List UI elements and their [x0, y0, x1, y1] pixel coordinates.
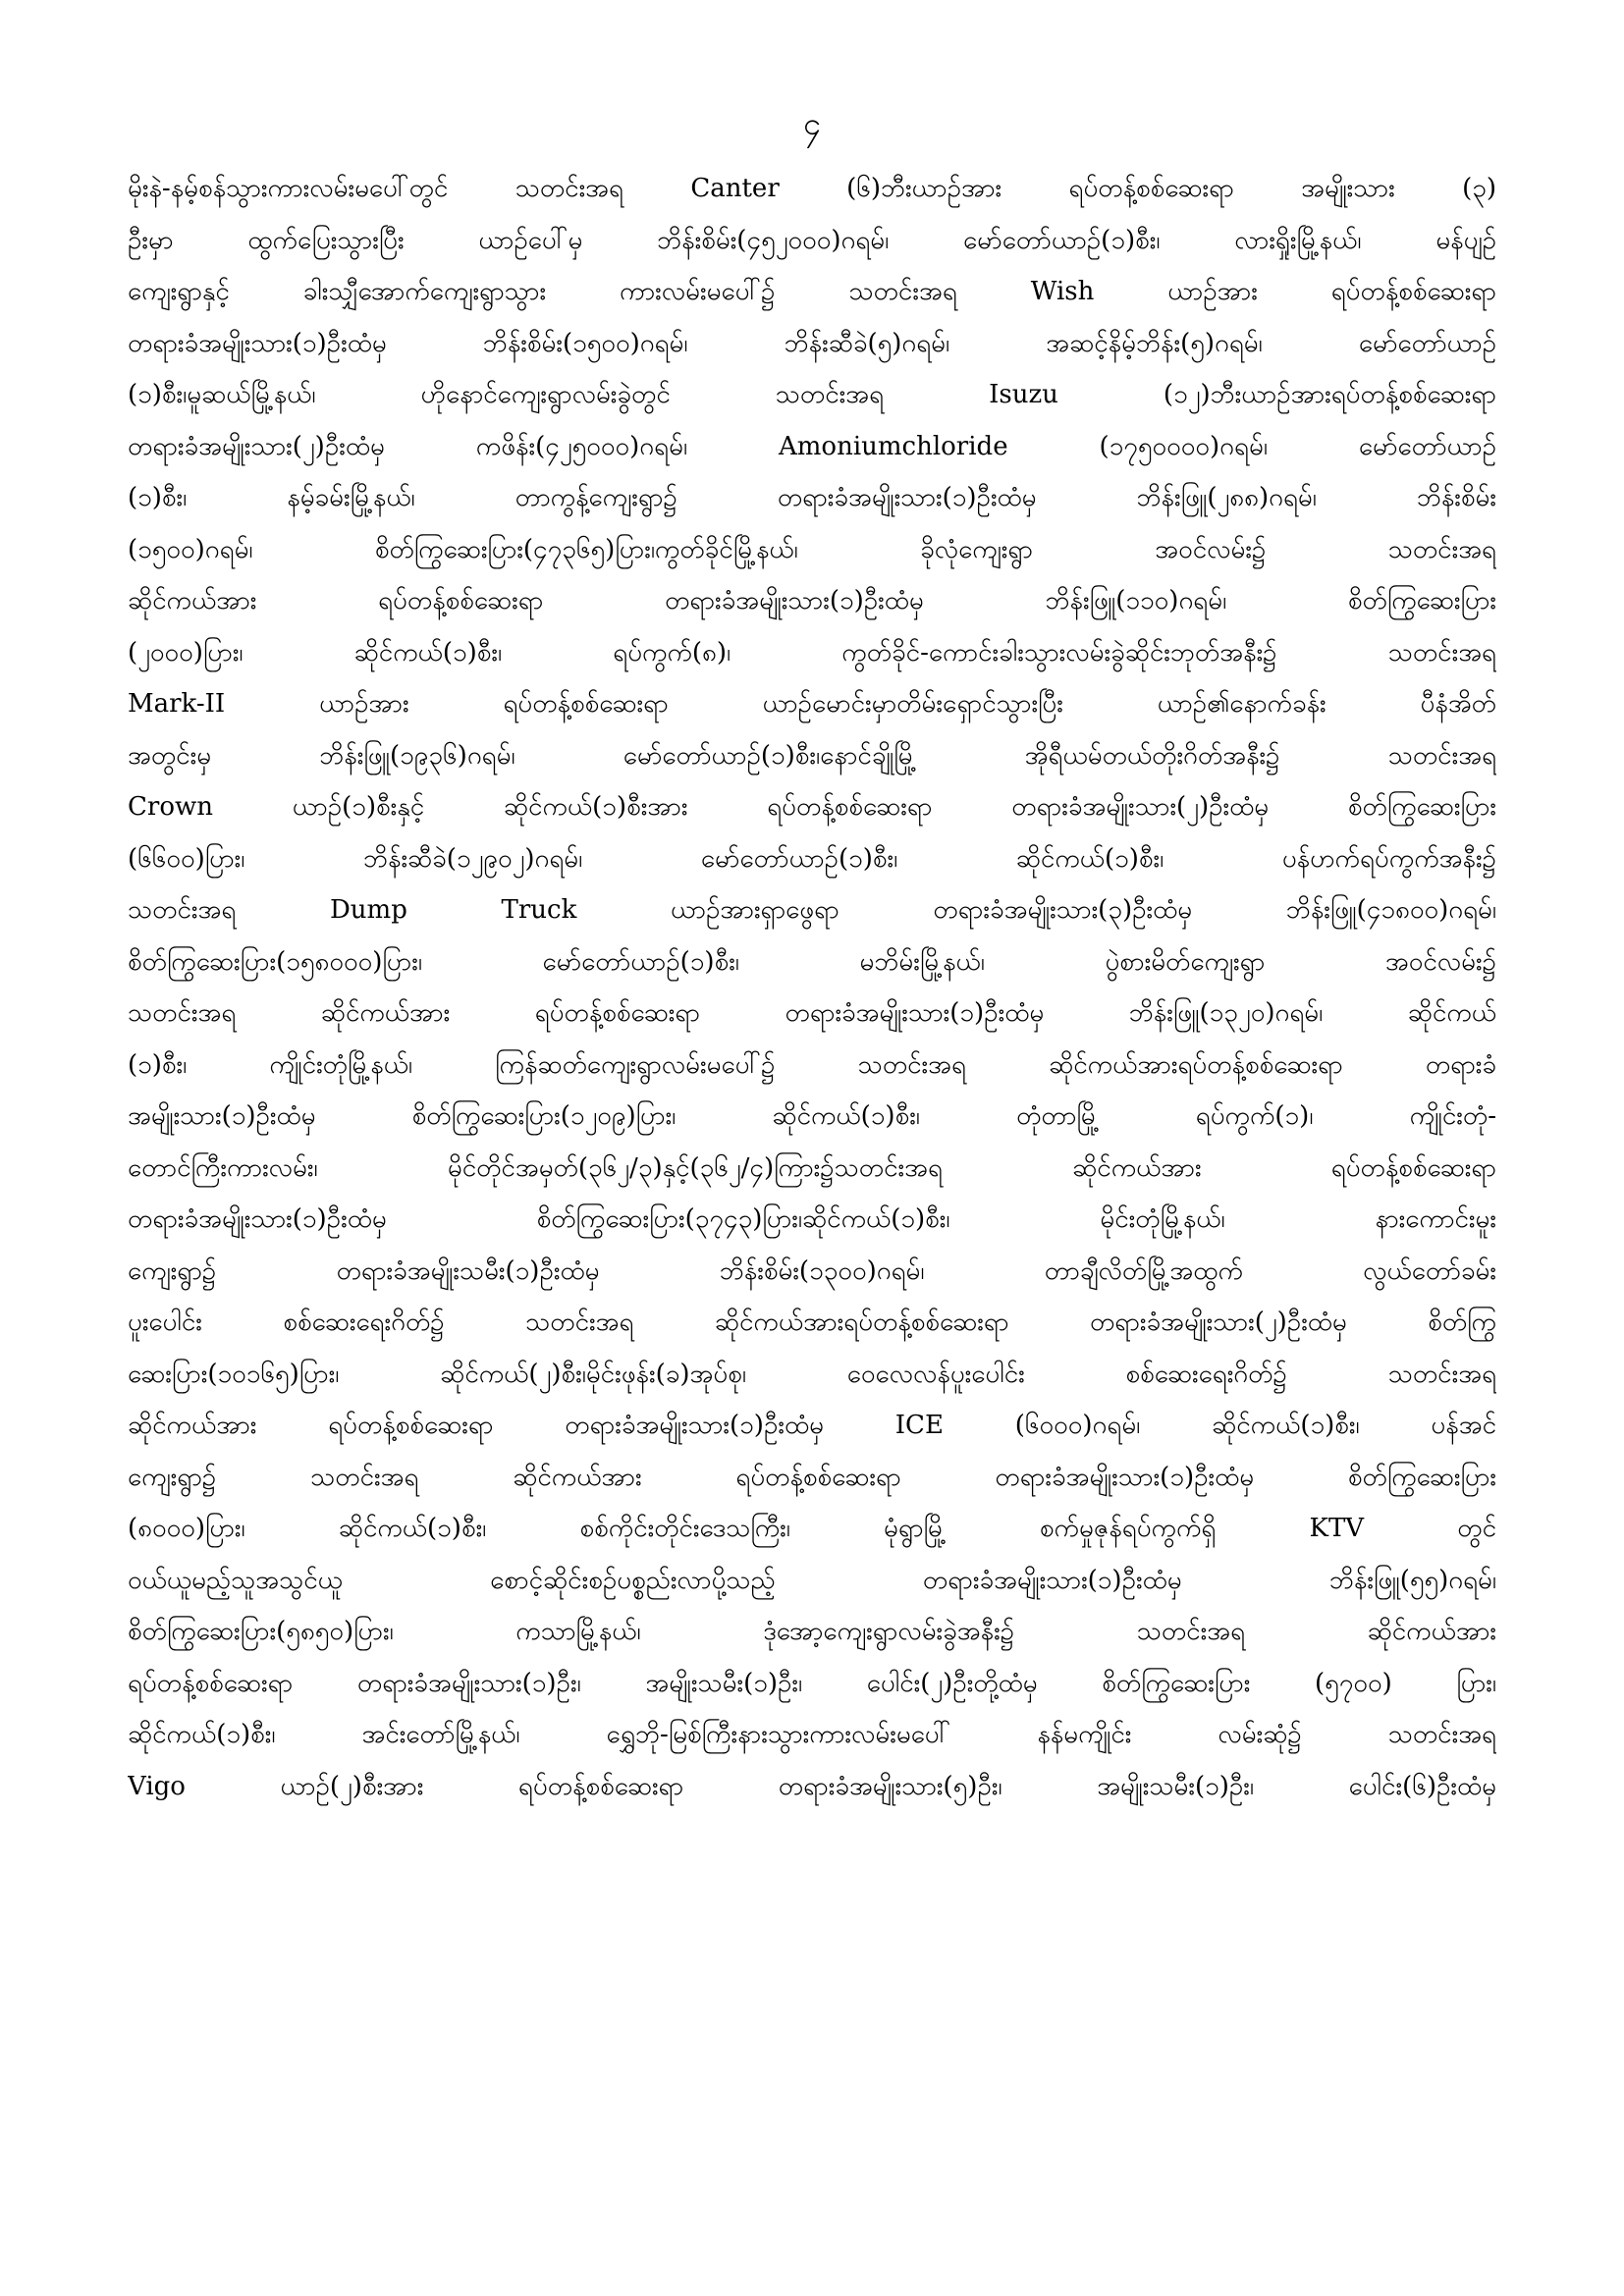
text-line: (၂၀၀၀)ပြား၊ ဆိုင်ကယ်(၁)စီး၊ ရပ်ကွက်(၈)၊ ကွတ်ခိုင်-ကောင်းခါးသွားလမ်းခွဲဆိုင်းဘုတ်အနီး၌ သတင်းအရ [128, 637, 1496, 667]
text-line: ဆေးပြား(၁၀၁၆၅)ပြား၊ ဆိုင်ကယ်(၂)စီး၊မိုင်းဖုန်း(ခ)အုပ်စု၊ ဝေလေလန်ပူးပေါင်း စစ်ဆေးရေးဂိတ်၌ သတင်းအရ [128, 1359, 1496, 1389]
text-line: (၁၅၀၀)ဂရမ်၊ စိတ်ကြွဆေးပြား(၄၇၃၆၅)ပြား၊ကွတ်ခိုင်မြို့နယ်၊ ခိုလုံကျေးရွာ အဝင်လမ်း၌ သတင်းအရ [128, 534, 1496, 564]
text-line: ပူးပေါင်း စစ်ဆေးရေးဂိတ်၌ သတင်းအရ ဆိုင်ကယ်အားရပ်တန့်စစ်ဆေးရာ တရားခံအမျိုးသား(၂)ဦးထံမှ စိတ်ကြွ [128, 1308, 1496, 1337]
text-line: တရားခံအမျိုးသား(၁)ဦးထံမှ ဘိန်းစိမ်း(၁၅၀၀)ဂရမ်၊ ဘိန်းဆီခဲ(၅)ဂရမ်၊ အဆင့်နိမ့်ဘိန်း(၅)ဂရမ်၊ မော်တော်ယာဉ် [128, 328, 1496, 358]
page-number: ၄ [803, 105, 821, 142]
text-line: (၁)စီး၊ ကျိုင်းတုံမြို့နယ်၊ ကြန်ဆတ်ကျေးရွာလမ်းမပေါ်၌ သတင်းအရ ဆိုင်ကယ်အားရပ်တန့်စစ်ဆေးရာ တရားခံ [128, 1049, 1496, 1080]
text-line: စိတ်ကြွဆေးပြား(၅၈၅၀)ပြား၊ ကသာမြို့နယ်၊ ဒုံအော့ကျေးရွာလမ်းခွဲအနီး၌ သတင်းအရ ဆိုင်ကယ်အား [128, 1617, 1496, 1646]
text-line: ကျေးရွာနှင့် ခါးသျှီအောက်ကျေးရွာသွား ကားလမ်းမပေါ်၌ သတင်းအရ Wish ယာဉ်အား ရပ်တန့်စစ်ဆေးရာ [128, 277, 1496, 306]
text-line: ကျေးရွာ၌ သတင်းအရ ဆိုင်ကယ်အား ရပ်တန့်စစ်ဆေးရာ တရားခံအမျိုးသား(၁)ဦးထံမှ စိတ်ကြွဆေးပြား [128, 1462, 1496, 1492]
text-line: (၁)စီး၊မူဆယ်မြို့နယ်၊ ဟိုနောင်ကျေးရွာလမ်းခွဲတွင် သတင်းအရ Isuzu (၁၂)ဘီးယာဉ်အားရပ်တန့်စစ်ဆေးရာ [128, 380, 1496, 409]
text-line: ဆိုင်ကယ်(၁)စီး၊ အင်းတော်မြို့နယ်၊ ရွှေဘို-မြစ်ကြီးနားသွားကားလမ်းမပေါ် နန်မကျိုင်း လမ်းဆုံ၌ သတင်းအရ [128, 1720, 1496, 1749]
text-line: ဦးမှာ ထွက်ပြေးသွားပြီး ယာဉ်ပေါ်မှ ဘိန်းစိမ်း(၄၅၂၀၀၀)ဂရမ်၊ မော်တော်ယာဉ်(၁)စီး၊ လားရှိုးမြို့နယ်၊ မန်ပျဉ် [128, 225, 1496, 255]
text-line: ကျေးရွာ၌ တရားခံအမျိုးသမီး(၁)ဦးထံမှ ဘိန်းစိမ်း(၁၃၀၀)ဂရမ်၊ တာချီလိတ်မြို့အထွက် လွယ်တော်ခမ်း [128, 1255, 1496, 1286]
text-line: Vigo ယာဉ်(၂)စီးအား ရပ်တန့်စစ်ဆေးရာ တရားခံအမျိုးသား(၅)ဦး၊ အမျိုးသမီး(၁)ဦး၊ ပေါင်း(၆)ဦးထံမှ [128, 1771, 1496, 1801]
text-line: Crown ယာဉ်(၁)စီးနှင့် ဆိုင်ကယ်(၁)စီးအား ရပ်တန့်စစ်ဆေးရာ တရားခံအမျိုးသား(၂)ဦးထံမှ စိတ်ကြွဆေးပြား [128, 792, 1496, 822]
text-line: စိတ်ကြွဆေးပြား(၁၅၈၀၀၀)ပြား၊ မော်တော်ယာဉ်(၁)စီး၊ မဘိမ်းမြို့နယ်၊ ပွဲစားမိတ်ကျေးရွာ အဝင်လမ်း၌ [128, 946, 1496, 977]
text-line: (၆၆၀၀)ပြား၊ ဘိန်းဆီခဲ(၁၂၉၀၂)ဂရမ်၊ မော်တော်ယာဉ်(၁)စီး၊ ဆိုင်ကယ်(၁)စီး၊ ပန်ဟက်ရပ်ကွက်အနီး၌ [128, 843, 1496, 874]
text-line: တရားခံအမျိုးသား(၂)ဦးထံမှ ကဖိန်း(၄၂၅၀၀၀)ဂရမ်၊ Amoniumchloride (၁၇၅၀၀၀၀)ဂရမ်၊ မော်တော်ယာဉ် [128, 431, 1496, 461]
text-line: Mark-II ယာဉ်အား ရပ်တန့်စစ်ဆေးရာ ယာဉ်မောင်းမှာတိမ်းရှောင်သွားပြီး ယာဉ်၏နောက်ခန်း ပီနံအိတ် [128, 689, 1496, 719]
text-line: သတင်းအရ Dump Truck ယာဉ်အားရှာဖွေရာ တရားခံအမျိုးသား(၃)ဦးထံမှ ဘိန်းဖြူ(၄၁၈၀၀)ဂရမ်၊ [128, 895, 1496, 925]
text-line: ရပ်တန့်စစ်ဆေးရာ တရားခံအမျိုးသား(၁)ဦး၊ အမျိုးသမီး(၁)ဦး၊ ပေါင်း(၂)ဦးတို့ထံမှ စိတ်ကြွဆေးပြား (၅၇၀၀) ပြား၊ [128, 1668, 1496, 1698]
text-line: ဝယ်ယူမည့်သူအသွင်ယူ စောင့်ဆိုင်းစဉ်ပစ္စည်းလာပို့သည့် တရားခံအမျိုးသား(၁)ဦးထံမှ ဘိန်းဖြူ(၅၅)ဂရမ်၊ [128, 1565, 1496, 1595]
text-line: အတွင်းမှ ဘိန်းဖြူ(၁၉၃၆)ဂရမ်၊ မော်တော်ယာဉ်(၁)စီး၊နောင်ချိုမြို့ အိုရီယမ်တယ်တိုးဂိတ်အနီး၌ သတင်းအရ [128, 740, 1496, 771]
text-line: (၈၀၀၀)ပြား၊ ဆိုင်ကယ်(၁)စီး၊ စစ်ကိုင်းတိုင်းဒေသကြီး၊ မုံရွာမြို့ စက်မှုဇုန်ရပ်ကွက်ရှိ KTV တွင် [128, 1514, 1496, 1543]
text-line: ဆိုင်ကယ်အား ရပ်တန့်စစ်ဆေးရာ တရားခံအမျိုးသား(၁)ဦးထံမှ ဘိန်းဖြူ(၁၁၀)ဂရမ်၊ စိတ်ကြွဆေးပြား [128, 586, 1496, 615]
text-line: (၁)စီး၊ နမ့်ခမ်းမြို့နယ်၊ တာကွန့်ကျေးရွာ၌ တရားခံအမျိုးသား(၁)ဦးထံမှ ဘိန်းဖြူ(၂၈၈)ဂရမ်၊ ဘိန်းစိမ်း [128, 483, 1496, 512]
text-line: သတင်းအရ ဆိုင်ကယ်အား ရပ်တန့်စစ်ဆေးရာ တရားခံအမျိုးသား(၁)ဦးထံမှ ဘိန်းဖြူ(၁၃၂၀)ဂရမ်၊ ဆိုင်ကယ် [128, 998, 1496, 1028]
text-line: ဆိုင်ကယ်အား ရပ်တန့်စစ်ဆေးရာ တရားခံအမျိုးသား(၁)ဦးထံမှ ICE (၆၀၀၀)ဂရမ်၊ ဆိုင်ကယ်(၁)စီး၊ ပန်အင် [128, 1411, 1496, 1440]
body-paragraph [128, 163, 1496, 1812]
text-line: အမျိုးသား(၁)ဦးထံမှ စိတ်ကြွဆေးပြား(၁၂၀၉)ပြား၊ ဆိုင်ကယ်(၁)စီး၊ တုံတာမြို့ ရပ်ကွက်(၁)၊ ကျိုင်းတုံ- [128, 1101, 1496, 1131]
text-line: တောင်ကြီးကားလမ်း၊ မိုင်တိုင်အမှတ်(၃၆၂/၃)နှင့်(၃၆၂/၄)ကြား၌သတင်းအရ ဆိုင်ကယ်အား ရပ်တန့်စစ်ဆေးရာ [128, 1152, 1496, 1183]
text-line: တရားခံအမျိုးသား(၁)ဦးထံမှ စိတ်ကြွဆေးပြား(၃၇၄၃)ပြား၊ဆိုင်ကယ်(၁)စီး၊ မိုင်းတုံမြို့နယ်၊ နားကောင်းမူး [128, 1204, 1496, 1234]
text-line: မိုးနဲ-နမ့်စန်သွားကားလမ်းမပေါ်တွင် သတင်းအရ Canter (၆)ဘီးယာဉ်အား ရပ်တန့်စစ်ဆေးရာ အမျိုးသား (၃) [128, 174, 1496, 203]
